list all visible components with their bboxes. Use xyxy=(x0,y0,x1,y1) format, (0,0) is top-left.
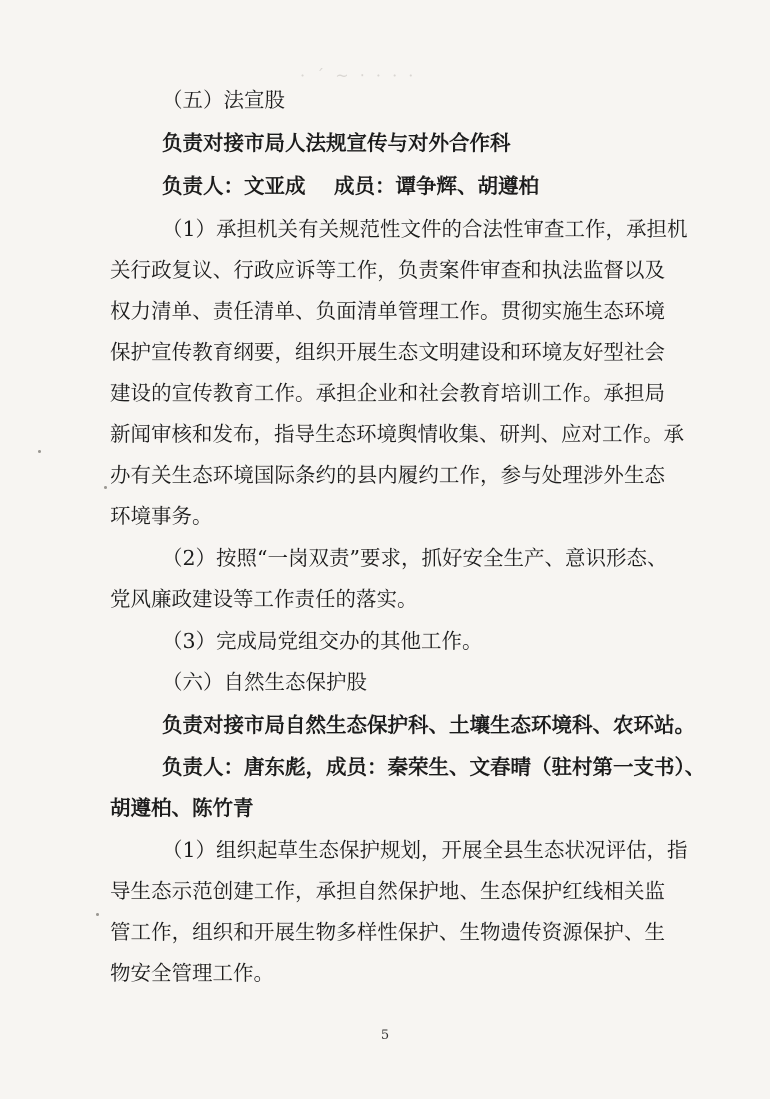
section-liaison: 负责对接市局人法规宣传与对外合作科 xyxy=(162,131,511,155)
speck xyxy=(96,913,99,916)
speck xyxy=(38,450,41,453)
speck xyxy=(104,486,107,489)
section-leaders: 负责人：唐东彪，成员：秦荣生、文春晴（驻村第一支书）、 xyxy=(162,755,706,779)
paragraph-line: （3）完成局党组交办的其他工作。 xyxy=(162,629,483,653)
section-heading: （五）法宣股 xyxy=(162,88,285,112)
section-leaders: 胡遵柏、陈竹青 xyxy=(110,796,254,820)
paragraph-line: 保护宣传教育纲要，组织开展生态文明建设和环境友好型社会 xyxy=(110,340,665,364)
paragraph-line: （1）承担机关有关规范性文件的合法性审查工作，承担机 xyxy=(162,217,688,241)
paragraph-line: （1）组织起草生态保护规划，开展全县生态状况评估，指 xyxy=(162,838,688,862)
page-number: 5 xyxy=(380,1028,390,1043)
section-liaison: 负责对接市局自然生态保护科、土壤生态环境科、农环站。 xyxy=(162,713,695,737)
paragraph-line: 建设的宣传教育工作。承担企业和社会教育培训工作。承担局 xyxy=(110,381,665,405)
show-through-text: · ´ ~ ‧ · · · xyxy=(300,66,417,85)
paragraph-line: 关行政复议、行政应诉等工作，负责案件审查和执法监督以及 xyxy=(110,258,665,282)
paragraph-line: （2）按照“一岗双责”要求，抓好安全生产、意识形态、 xyxy=(162,546,668,570)
paragraph-line: 物安全管理工作。 xyxy=(110,961,274,985)
paragraph-line: 环境事务。 xyxy=(110,504,213,528)
paragraph-line: 办有关生态环境国际条约的县内履约工作，参与处理涉外生态 xyxy=(110,463,665,487)
paragraph-line: 新闻审核和发布，指导生态环境舆情收集、研判、应对工作。承 xyxy=(110,422,684,446)
paragraph-line: 导生态示范创建工作，承担自然保护地、生态保护红线相关监 xyxy=(110,879,665,903)
paragraph-line: 权力清单、责任清单、负面清单管理工作。贯彻实施生态环境 xyxy=(110,299,665,323)
section-heading: （六）自然生态保护股 xyxy=(162,670,367,694)
paragraph-line: 党风廉政建设等工作责任的落实。 xyxy=(110,587,418,611)
paragraph-line: 管工作，组织和开展生物多样性保护、生物遗传资源保护、生 xyxy=(110,920,665,944)
section-leaders: 负责人：文亚成 成员：谭争辉、胡遵柏 xyxy=(162,174,540,198)
